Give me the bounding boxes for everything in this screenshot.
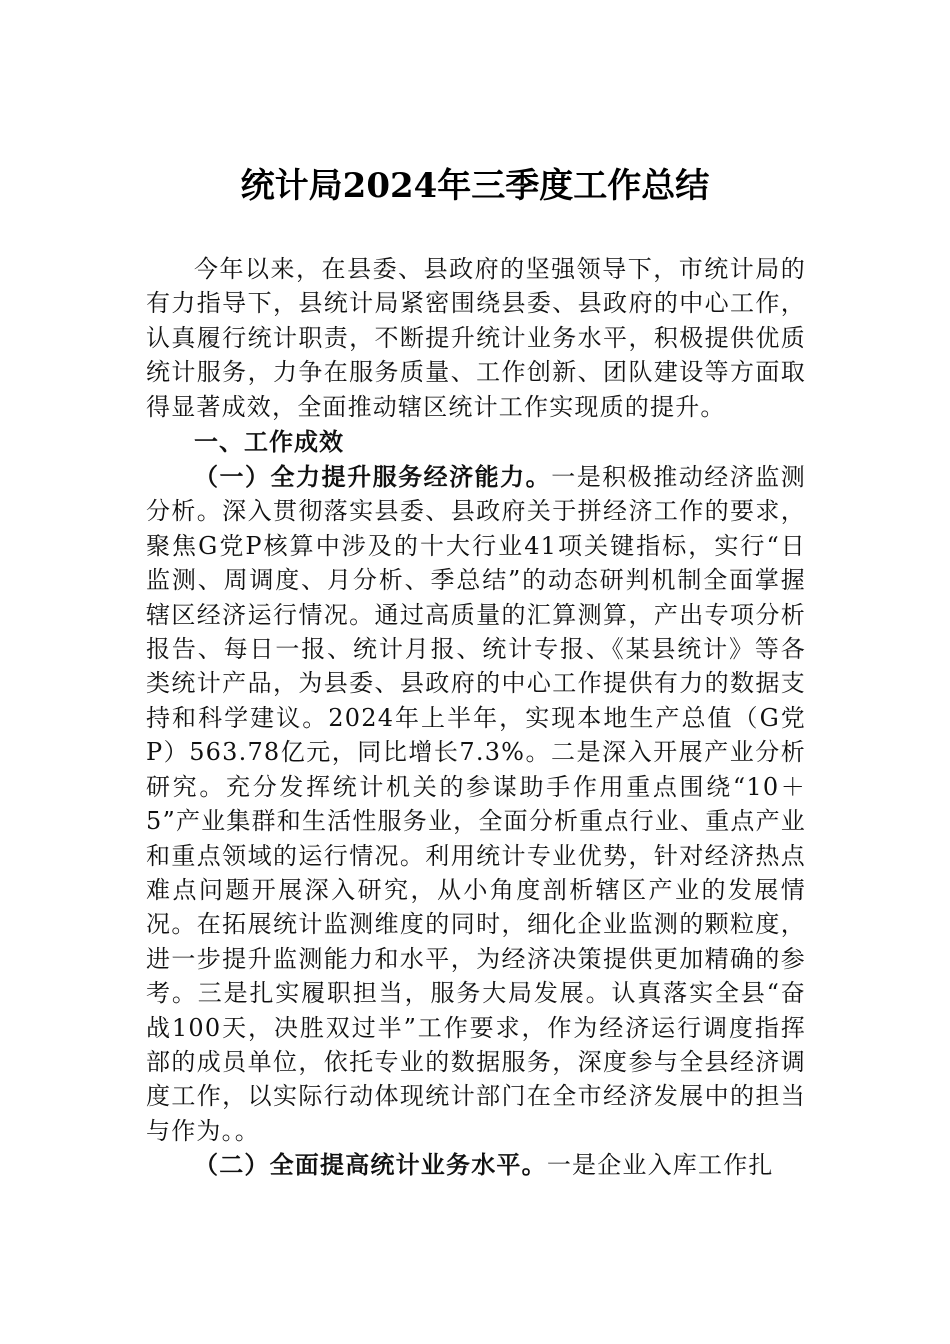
subsection-paragraph-2 (146, 1148, 806, 1182)
intro-paragraph: 今年以来，在县委、县政府的坚强领导下，市统计局的有力指导下，县统计局紧密围绕县委、县政府的中心工作，认真履行统计职责，不断提升统计业务水平，积极提供优质统计服务，力争在服务质量、工作创新、团队建设等方面取得显著成效，全面推动辖区统计工作实现质的提升。 (146, 255, 806, 421)
subsection-heading-2: （二）全面提高统计业务水平。 (194, 1150, 547, 1180)
subsection-paragraph-1 (146, 460, 806, 1148)
document-title: 统计局2024年三季度工作总结 (240, 166, 710, 206)
subsection-heading-1: （一）全力提升服务经济能力。 (194, 462, 552, 492)
subsection-text-2: 一是企业入库工作扎 (546, 1151, 774, 1180)
section-heading-achievements: 一、工作成效 (194, 428, 344, 457)
document-body (146, 252, 806, 1183)
subsection-text-1: 一是积极推动经济监测分析。深入贯彻落实县委、县政府关于拼经济工作的要求，聚焦G党P核算中涉及的十大行业41项关键指标，实行“日监测、周调度、月分析、季总结”的动态研判机制全面掌握辖区经济运行情况。通过高质量的汇算测算，产出专项分析报告、每日一报、统计月报、统计专报、《某县统计》等各类统计产品，为县委、县政府的中心工作提供有力的数据支持和科学建议。2024年上半年，实现本地生产总值（G党P）563.78亿元，同比增长7.3%。二是深入开展产业分析研究。充分发挥统计机关的参谋助手作用重点围绕“10＋5”产业集群和生活性服务业，全面分析重点行业、重点产业和重点领域的运行情况。利用统计专业优势，针对经济热点难点问题开展深入研究，从小角度剖析辖区产业的发展情况。在拓展统计监测维度的同时，细化企业监测的颗粒度，进一步提升监测能力和水平，为经济决策提供更加精确的参考。三是扎实履职担当，服务大局发展。认真落实全县“奋战100天，决胜双过半”工作要求，作为经济运行调度指挥部的成员单位，依托专业的数据服务，深度参与全县经济调度工作，以实际行动体现统计部门在全市经济发展中的担当与作为。。 (146, 463, 806, 1145)
